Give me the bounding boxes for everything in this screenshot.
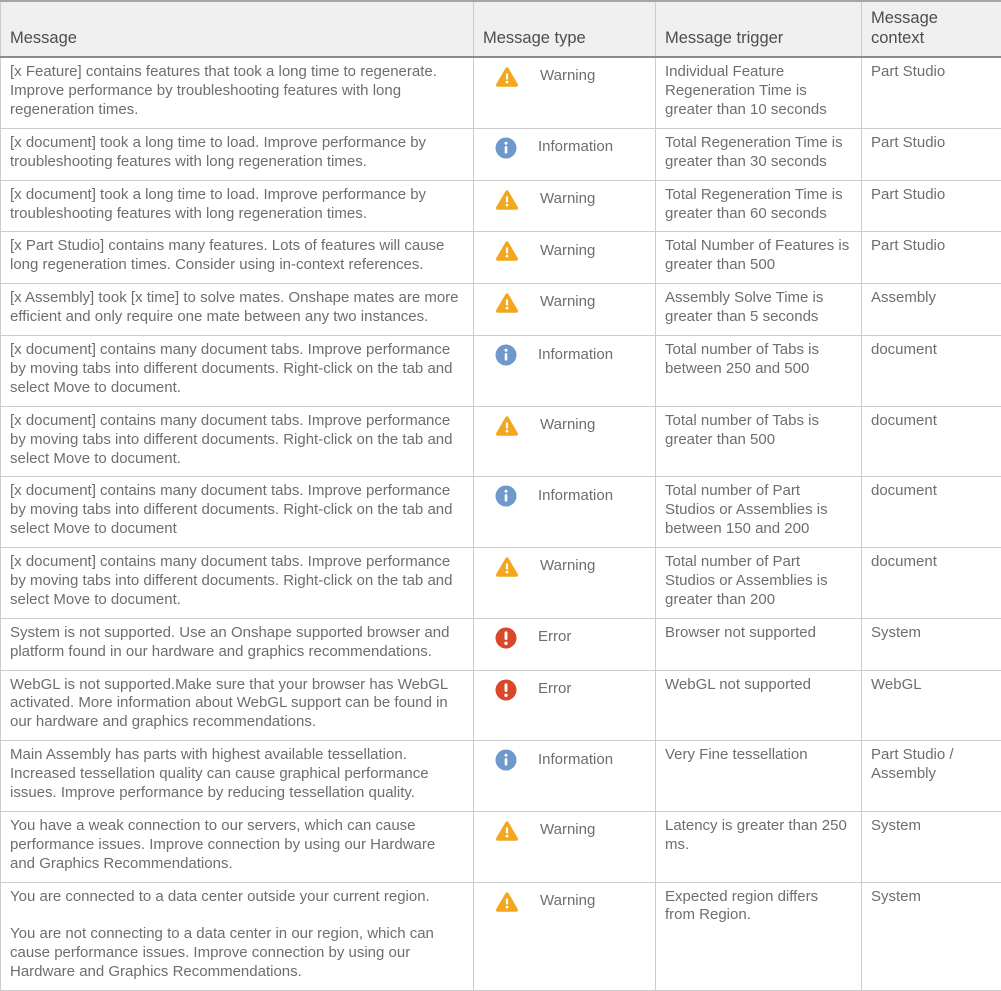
table-row bbox=[1, 180, 1001, 232]
message-text: You are connected to a data center outside your current region. bbox=[10, 888, 464, 907]
table-row bbox=[1, 477, 1001, 548]
message-type-label: Information bbox=[538, 487, 613, 506]
message-trigger-cell bbox=[656, 128, 862, 180]
message-cell bbox=[1, 741, 474, 812]
message-text: Main Assembly has parts with highest available tessellation. Increased tessellation quality can cause graphical performance issues. Improve performance by reducing tessellation quality. bbox=[10, 746, 464, 803]
message-context-cell bbox=[862, 180, 1001, 232]
table-body bbox=[1, 57, 1001, 990]
message-text: [x document] contains many document tabs. Improve performance by moving tabs into different documents. Right-click on the tab and select Move to document. bbox=[10, 341, 464, 398]
message-text: [x Assembly] took [x time] to solve mates. Onshape mates are more efficient and only require one mate between any two instances. bbox=[10, 289, 464, 327]
message-context-text: System bbox=[871, 888, 992, 907]
table-row bbox=[1, 811, 1001, 882]
message-text: System is not supported. Use an Onshape supported browser and platform found in our hardware and graphics recommendations. bbox=[10, 624, 464, 662]
message-type-cell bbox=[474, 336, 656, 407]
message-trigger-cell bbox=[656, 336, 862, 407]
error-icon bbox=[495, 627, 517, 649]
message-type-label: Warning bbox=[540, 557, 595, 576]
table-header-row bbox=[1, 1, 1001, 57]
message-type-cell bbox=[474, 180, 656, 232]
message-text: [x Feature] contains features that took a long time to regenerate. Improve performance by troubleshooting features with long regeneration times. bbox=[10, 63, 464, 120]
message-trigger-text: Total number of Tabs is greater than 500 bbox=[665, 412, 852, 450]
message-trigger-cell bbox=[656, 232, 862, 284]
table-row bbox=[1, 882, 1001, 991]
message-trigger-text: Total number of Part Studios or Assemblies is greater than 200 bbox=[665, 553, 852, 610]
message-context-text: System bbox=[871, 817, 992, 836]
message-cell bbox=[1, 882, 474, 991]
message-trigger-text: WebGL not supported bbox=[665, 676, 852, 695]
message-context-cell bbox=[862, 548, 1001, 619]
message-text: [x document] took a long time to load. Improve performance by troubleshooting features with long regeneration times. bbox=[10, 186, 464, 224]
message-type-cell bbox=[474, 741, 656, 812]
message-context-cell bbox=[862, 741, 1001, 812]
message-trigger-text: Total Regeneration Time is greater than 60 seconds bbox=[665, 186, 852, 224]
message-context-text: Part Studio bbox=[871, 186, 992, 205]
column-header-message-type: Message type bbox=[474, 1, 656, 57]
message-text: You have a weak connection to our servers, which can cause performance issues. Improve connection by using our Hardware and Graphics Recommendations. bbox=[10, 817, 464, 874]
message-type-cell bbox=[474, 477, 656, 548]
message-trigger-text: Browser not supported bbox=[665, 624, 852, 643]
table-row bbox=[1, 232, 1001, 284]
message-type-cell bbox=[474, 232, 656, 284]
message-type-cell bbox=[474, 670, 656, 741]
message-cell bbox=[1, 284, 474, 336]
table-row bbox=[1, 618, 1001, 670]
message-type-label: Error bbox=[538, 680, 571, 699]
warning-icon bbox=[495, 66, 519, 87]
message-context-text: document bbox=[871, 341, 992, 360]
message-context-text: WebGL bbox=[871, 676, 992, 695]
message-context-cell bbox=[862, 811, 1001, 882]
message-context-cell bbox=[862, 128, 1001, 180]
message-trigger-text: Total number of Part Studios or Assemblies is between 150 and 200 bbox=[665, 482, 852, 539]
message-type-cell bbox=[474, 406, 656, 477]
message-trigger-text: Assembly Solve Time is greater than 5 seconds bbox=[665, 289, 852, 327]
message-text: [x document] contains many document tabs. Improve performance by moving tabs into different documents. Right-click on the tab and select Move to document. bbox=[10, 412, 464, 469]
message-context-text: document bbox=[871, 482, 992, 501]
message-context-cell bbox=[862, 406, 1001, 477]
message-type-cell bbox=[474, 128, 656, 180]
warning-icon bbox=[495, 820, 519, 841]
message-trigger-cell bbox=[656, 811, 862, 882]
message-type-label: Error bbox=[538, 628, 571, 647]
message-type-cell bbox=[474, 57, 656, 128]
message-type-cell bbox=[474, 882, 656, 991]
message-cell bbox=[1, 811, 474, 882]
message-context-text: Part Studio / Assembly bbox=[871, 746, 992, 784]
message-trigger-cell bbox=[656, 618, 862, 670]
information-icon bbox=[495, 344, 517, 366]
message-trigger-cell bbox=[656, 180, 862, 232]
message-trigger-cell bbox=[656, 57, 862, 128]
message-cell bbox=[1, 232, 474, 284]
message-context-cell bbox=[862, 882, 1001, 991]
message-type-cell bbox=[474, 618, 656, 670]
information-icon bbox=[495, 137, 517, 159]
column-header-message-context: Message context bbox=[862, 1, 1001, 57]
message-trigger-text: Very Fine tessellation bbox=[665, 746, 852, 765]
table-row bbox=[1, 336, 1001, 407]
table-row bbox=[1, 128, 1001, 180]
warning-icon bbox=[495, 415, 519, 436]
message-context-text: Part Studio bbox=[871, 237, 992, 256]
message-cell bbox=[1, 548, 474, 619]
message-type-label: Warning bbox=[540, 242, 595, 261]
message-context-text: Part Studio bbox=[871, 134, 992, 153]
table-row bbox=[1, 406, 1001, 477]
message-type-label: Information bbox=[538, 346, 613, 365]
table-row bbox=[1, 284, 1001, 336]
message-trigger-text: Total number of Tabs is between 250 and 500 bbox=[665, 341, 852, 379]
message-context-text: document bbox=[871, 412, 992, 431]
message-trigger-cell bbox=[656, 741, 862, 812]
message-context-text: Part Studio bbox=[871, 63, 992, 82]
warning-icon bbox=[495, 292, 519, 313]
message-type-label: Information bbox=[538, 138, 613, 157]
message-cell bbox=[1, 618, 474, 670]
table-row bbox=[1, 548, 1001, 619]
warning-icon bbox=[495, 556, 519, 577]
message-cell bbox=[1, 406, 474, 477]
message-type-label: Warning bbox=[540, 821, 595, 840]
information-icon bbox=[495, 485, 517, 507]
message-trigger-cell bbox=[656, 882, 862, 991]
table-row bbox=[1, 670, 1001, 741]
information-icon bbox=[495, 749, 517, 771]
message-type-label: Warning bbox=[540, 67, 595, 86]
message-cell bbox=[1, 128, 474, 180]
message-text: [x document] contains many document tabs. Improve performance by moving tabs into different documents. Right-click on the tab and select Move to document. bbox=[10, 553, 464, 610]
error-icon bbox=[495, 679, 517, 701]
message-trigger-text: Total Regeneration Time is greater than 30 seconds bbox=[665, 134, 852, 172]
message-type-label: Warning bbox=[540, 190, 595, 209]
message-context-cell bbox=[862, 57, 1001, 128]
message-text: [x Part Studio] contains many features. Lots of features will cause long regeneration times. Consider using in-context references. bbox=[10, 237, 464, 275]
message-type-cell bbox=[474, 284, 656, 336]
message-type-cell bbox=[474, 811, 656, 882]
table-row bbox=[1, 57, 1001, 128]
message-trigger-cell bbox=[656, 548, 862, 619]
warning-icon bbox=[495, 240, 519, 261]
message-text: You are not connecting to a data center in our region, which can cause performance issues. Improve connection by using our Hardware and Graphics Recommendations. bbox=[10, 925, 464, 982]
column-header-message: Message bbox=[1, 1, 474, 57]
message-context-cell bbox=[862, 618, 1001, 670]
message-trigger-cell bbox=[656, 406, 862, 477]
message-cell bbox=[1, 670, 474, 741]
message-context-cell bbox=[862, 284, 1001, 336]
message-context-text: document bbox=[871, 553, 992, 572]
message-text: WebGL is not supported.Make sure that your browser has WebGL activated. More information about WebGL support can be found in our hardware and graphics recommendations. bbox=[10, 676, 464, 733]
message-context-cell bbox=[862, 336, 1001, 407]
warning-icon bbox=[495, 189, 519, 210]
message-trigger-cell bbox=[656, 670, 862, 741]
message-trigger-cell bbox=[656, 477, 862, 548]
message-context-cell bbox=[862, 477, 1001, 548]
message-type-label: Warning bbox=[540, 293, 595, 312]
table-row bbox=[1, 741, 1001, 812]
message-trigger-cell bbox=[656, 284, 862, 336]
message-type-label: Warning bbox=[540, 416, 595, 435]
message-type-cell bbox=[474, 548, 656, 619]
message-context-cell bbox=[862, 232, 1001, 284]
message-context-text: Assembly bbox=[871, 289, 992, 308]
message-trigger-text: Total Number of Features is greater than 500 bbox=[665, 237, 852, 275]
column-header-message-trigger: Message trigger bbox=[656, 1, 862, 57]
message-cell bbox=[1, 477, 474, 548]
message-context-text: System bbox=[871, 624, 992, 643]
message-type-label: Warning bbox=[540, 892, 595, 911]
message-trigger-text: Individual Feature Regeneration Time is greater than 10 seconds bbox=[665, 63, 852, 120]
message-text: [x document] took a long time to load. Improve performance by troubleshooting features with long regeneration times. bbox=[10, 134, 464, 172]
warning-icon bbox=[495, 891, 519, 912]
message-cell bbox=[1, 57, 474, 128]
message-trigger-text: Expected region differs from Region. bbox=[665, 888, 852, 926]
message-trigger-text: Latency is greater than 250 ms. bbox=[665, 817, 852, 855]
message-cell bbox=[1, 336, 474, 407]
message-context-cell bbox=[862, 670, 1001, 741]
message-type-label: Information bbox=[538, 751, 613, 770]
message-text: [x document] contains many document tabs. Improve performance by moving tabs into different documents. Right-click on the tab and select Move to document bbox=[10, 482, 464, 539]
message-cell bbox=[1, 180, 474, 232]
